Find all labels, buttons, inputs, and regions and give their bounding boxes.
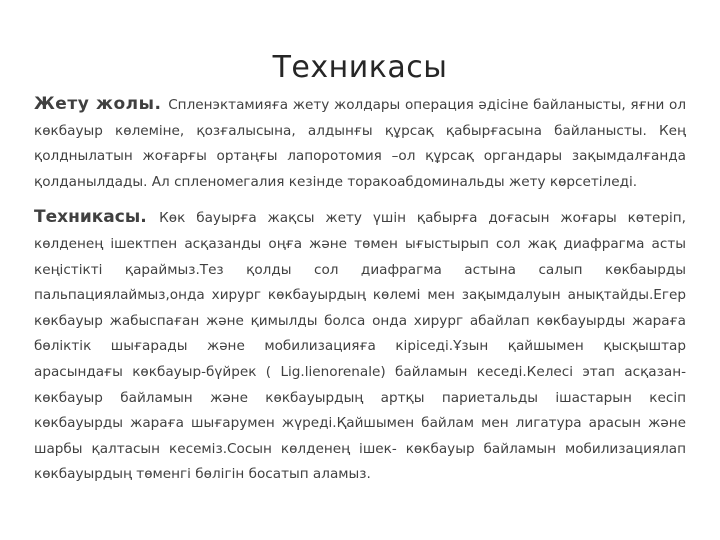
paragraph-access-route-text: Спленэктамияға жету жолдары операция әдісіне байланысты, яғни ол көкбауыр көлеміне, қозғалысына, алдынғы құрсақ қабырғасына байланысты. Кең қолднылатын жоғарғы ортаңғы лапоротомия –ол құрсақ органдары зақымдалғанда қолданылдады. Ал спленомегалия кезінде торакоабдоминальды жету көрсетіледі. xyxy=(34,97,687,190)
paragraph-technique-text: Көк бауырға жақсы жету үшін қабырға доғасын жоғары көтеріп, көлденең ішектпен асқазанды оңға және төмен ығыстырып сол жақ диафрагма асты кеңістікті қараймыз.Тез қолды сол диафрагма астына салып көкбаырды пальпациялаймыз,онда хирург көкбауырдың көлемі мен зақымдалуын анықтайды.Егер көкбауыр жабыспаған және қимылды болса онда хирург абайлап көкбауырды жараға бөліктік шығарады және мобилизацияға кіріседі.Ұзын қайшымен қысқыштар арасындағы көкбауыр-бүйрек ( Lig.lienorenale) байламын кеседі.Келесі этап асқазан-көкбауыр байламын және көкбауырдың артқы париетальды ішастарын кесіп көкбауырды жараға шығарумен жүреді.Қайшымен байлам мен лигатура арасын және шарбы қалтасын кесеміз.Сосын көлденең ішек- көкбауыр байламын мобилизациялап көкбауырдың төменгі бөлігін босатып аламыз. xyxy=(34,210,686,483)
slide-body xyxy=(34,92,686,488)
paragraph-technique xyxy=(34,205,686,488)
paragraph-access-route xyxy=(34,92,686,195)
paragraph-technique-lead: Техникасы. xyxy=(34,207,160,228)
slide-title: Техникасы xyxy=(272,50,448,85)
paragraph-access-route-lead: Жету жолы. xyxy=(34,94,169,114)
